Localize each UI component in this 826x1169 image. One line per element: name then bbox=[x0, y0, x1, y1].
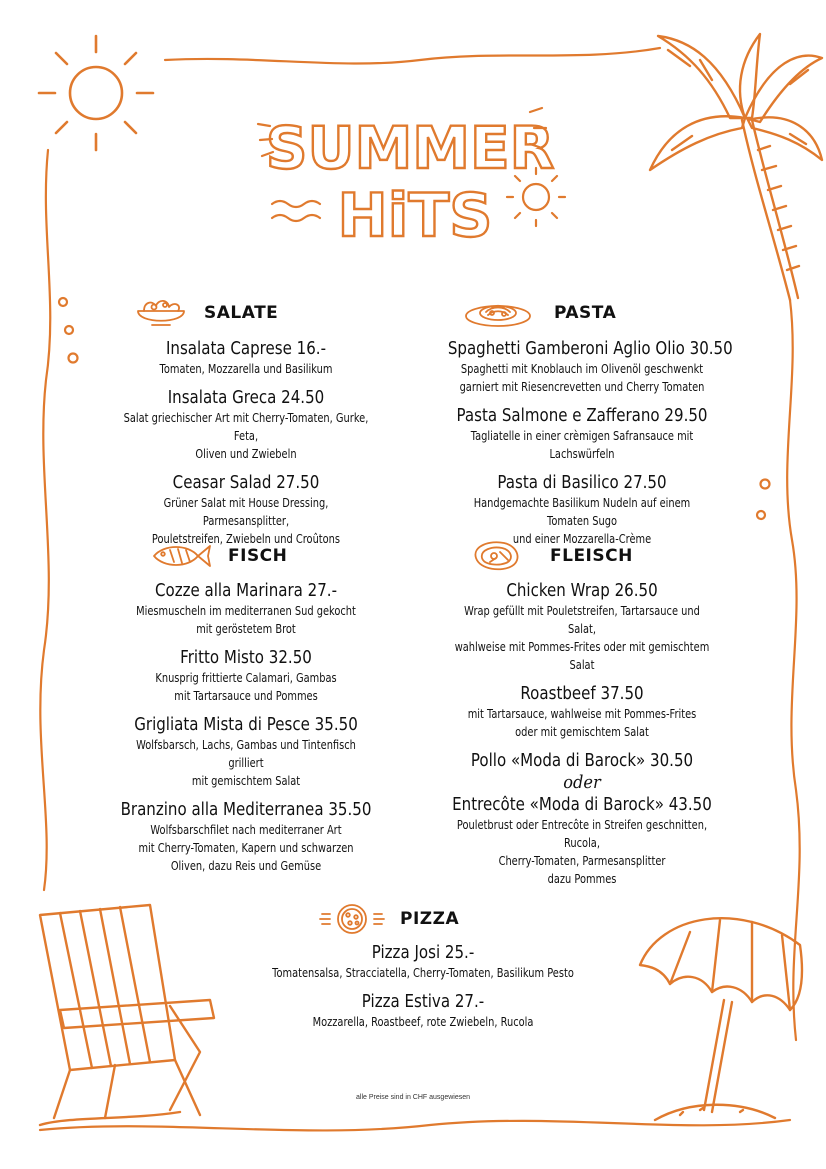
title-summer: SUMMER bbox=[265, 114, 555, 182]
section-title: PIZZA bbox=[400, 909, 460, 929]
item-name: Roastbeef 37.50 bbox=[520, 684, 644, 704]
beach-chair-icon bbox=[40, 905, 214, 1125]
item-name: Insalata Greca 24.50 bbox=[167, 388, 325, 408]
item-name: Fritto Misto 32.50 bbox=[180, 648, 312, 668]
fleisch-items bbox=[426, 580, 738, 897]
salad-bowl-icon bbox=[132, 296, 190, 330]
section-heading-fisch bbox=[150, 540, 287, 572]
menu-item bbox=[426, 405, 738, 463]
palm-tree-icon bbox=[650, 34, 822, 300]
item-name: Pizza Estiva 27.- bbox=[361, 992, 485, 1012]
menu-item bbox=[426, 472, 738, 548]
menu-item bbox=[96, 472, 396, 548]
item-description: Tomaten, Mozzarella und Basilikum bbox=[159, 362, 333, 376]
pizza-icon bbox=[318, 902, 386, 936]
section-title: PASTA bbox=[554, 303, 617, 323]
fisch-items bbox=[96, 580, 396, 884]
item-name: Ceasar Salad 27.50 bbox=[172, 473, 320, 493]
item-description: mit Tartarsauce, wahlweise mit Pommes-Frites oder mit gemischtem Salat bbox=[467, 707, 697, 739]
section-title: FISCH bbox=[228, 546, 288, 566]
item-description: Mozzarella, Roastbeef, rote Zwiebeln, Rucola bbox=[312, 1015, 534, 1029]
item-name: Pasta di Basilico 27.50 bbox=[497, 473, 667, 493]
pasta-items bbox=[426, 338, 738, 557]
section-heading-pasta bbox=[462, 296, 616, 330]
beach-umbrella-icon bbox=[640, 918, 802, 1120]
item-name: Cozze alla Marinara 27.- bbox=[154, 581, 338, 601]
item-description: Wolfsbarschfilet nach mediterraner Art mit Cherry-Tomaten, Kapern und schwarzen Oliven, dazu Reis und Gemüse bbox=[138, 823, 354, 873]
item-name: Grigliata Mista di Pesce 35.50 bbox=[134, 715, 358, 735]
item-name: Pasta Salmone e Zafferano 29.50 bbox=[456, 406, 708, 426]
item-name: Pizza Josi 25.- bbox=[371, 943, 475, 963]
pasta-plate-icon bbox=[462, 296, 534, 330]
item-name: Entrecôte «Moda di Barock» 43.50 bbox=[452, 795, 712, 815]
menu-title bbox=[255, 98, 565, 258]
menu-item bbox=[96, 647, 396, 705]
salate-items bbox=[96, 338, 396, 557]
section-heading-pizza bbox=[318, 902, 459, 936]
menu-item bbox=[223, 942, 623, 982]
menu-item bbox=[223, 991, 623, 1031]
item-description: Tomatensalsa, Stracciatella, Cherry-Tomaten, Basilikum Pesto bbox=[272, 966, 574, 980]
item-description: Tagliatelle in einer crèmigen Safransauce mit Lachswürfeln bbox=[470, 429, 694, 461]
sun-icon bbox=[39, 36, 153, 150]
menu-item bbox=[96, 714, 396, 790]
item-description: Handgemachte Basilikum Nudeln auf einem Tomaten Sugo und einer Mozzarella-Crème bbox=[473, 496, 691, 546]
item-name: Chicken Wrap 26.50 bbox=[506, 581, 658, 601]
item-name: Branzino alla Mediterranea 35.50 bbox=[120, 800, 372, 820]
menu-item bbox=[96, 387, 396, 463]
menu-item-combo bbox=[426, 750, 738, 888]
item-description: Pouletbrust oder Entrecôte in Streifen geschnitten, Rucola, Cherry-Tomaten, Parmesansplitter dazu Pommes bbox=[456, 818, 708, 886]
item-description: Knusprig frittierte Calamari, Gambas mit Tartarsauce und Pommes bbox=[155, 671, 337, 703]
title-hits: HiTS bbox=[337, 181, 493, 251]
steak-icon bbox=[468, 538, 524, 574]
menu-item bbox=[426, 683, 738, 741]
menu-item bbox=[96, 580, 396, 638]
item-description: Salat griechischer Art mit Cherry-Tomaten, Gurke, Feta, Oliven und Zwiebeln bbox=[123, 411, 369, 461]
oder-label: oder bbox=[563, 772, 601, 793]
item-description: Grüner Salat mit House Dressing, Parmesansplitter, Pouletstreifen, Zwiebeln und Croûtons bbox=[151, 496, 341, 546]
menu-item bbox=[426, 338, 738, 396]
item-description: Spaghetti mit Knoblauch im Olivenöl geschwenkt garniert mit Riesencrevetten und Cherry Tomaten bbox=[459, 362, 705, 394]
section-heading-salate bbox=[132, 296, 278, 330]
menu-item bbox=[96, 338, 396, 378]
menu-item bbox=[96, 799, 396, 875]
item-name: Spaghetti Gamberoni Aglio Olio 30.50 bbox=[447, 339, 733, 359]
fish-icon bbox=[150, 540, 214, 572]
pizza-items bbox=[223, 942, 623, 1040]
section-title: SALATE bbox=[204, 303, 279, 323]
item-description: Wrap gefüllt mit Pouletstreifen, Tartarsauce und Salat, wahlweise mit Pommes-Frites oder mit gemischtem Salat bbox=[454, 604, 710, 672]
item-description: Miesmuscheln im mediterranen Sud gekocht mit geröstetem Brot bbox=[136, 604, 356, 636]
item-name: Pollo «Moda di Barock» 30.50 bbox=[470, 751, 694, 771]
section-heading-fleisch bbox=[468, 538, 633, 574]
item-name: Insalata Caprese 16.- bbox=[165, 339, 327, 359]
price-footnote: alle Preise sind in CHF ausgewiesen bbox=[356, 1094, 470, 1101]
item-description: Wolfsbarsch, Lachs, Gambas und Tintenfisch grilliert mit gemischtem Salat bbox=[136, 738, 356, 788]
menu-item bbox=[426, 580, 738, 674]
section-title: FLEISCH bbox=[550, 546, 633, 566]
